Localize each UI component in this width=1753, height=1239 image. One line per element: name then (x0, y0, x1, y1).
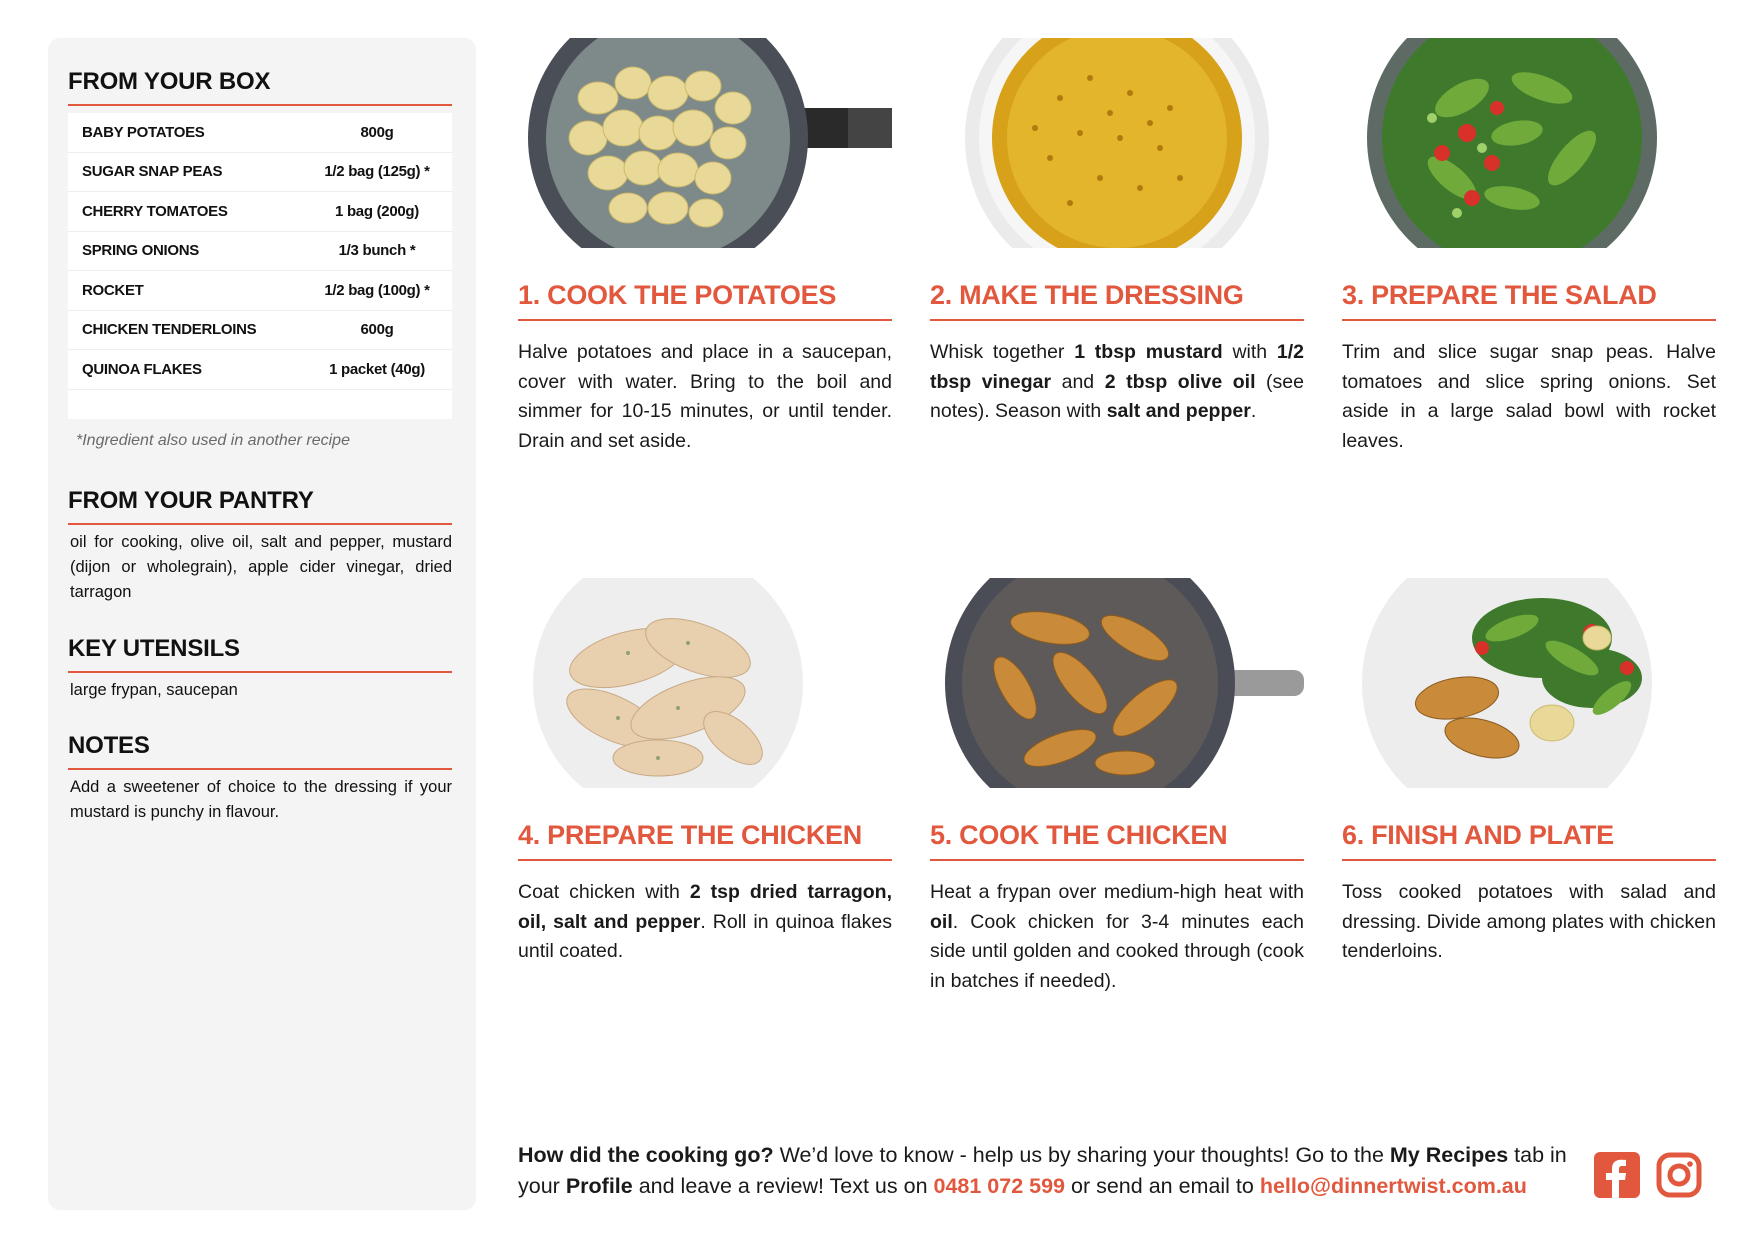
ingredient-row (68, 113, 452, 153)
ingredient-row (68, 311, 452, 351)
step-text: Halve potatoes and place in a saucepan, cover with water. Bring to the boil and simmer for 10-15 minutes, or until tender. Drain and set aside. (518, 341, 892, 452)
facebook-icon[interactable] (1594, 1152, 1640, 1198)
notes-text: Add a sweetener of choice to the dressing if your mustard is punchy in flavour. (70, 778, 452, 821)
sidebar (48, 38, 476, 1210)
step-4-photo (518, 578, 892, 788)
step-6-photo (1342, 578, 1716, 788)
ingredient-row (68, 271, 452, 311)
step-text: Heat a frypan over medium-high heat with oil. Cook chicken for 3-4 minutes each side until golden and cooked through (cook in batches if needed). (930, 881, 1304, 992)
step-1-photo (518, 38, 892, 248)
pantry-title: FROM YOUR PANTRY (68, 487, 452, 525)
email-link[interactable]: hello@dinnertwist.com.au (1259, 1174, 1527, 1198)
step-title: 6. FINISH AND PLATE (1342, 820, 1716, 861)
ingredient-qty: 1 packet (40g) (329, 360, 425, 378)
step-title: 5. COOK THE CHICKEN (930, 820, 1304, 861)
ingredient-qty: 1 bag (200g) (335, 202, 419, 220)
step-title: 1. COOK THE POTATOES (518, 280, 892, 321)
footer-feedback: How did the cooking go? We’d love to know - help us by sharing your thoughts! Go to the My Recipes tab in your Profile and leave a review! Text us on 0481 072 599 or send an email to hello@dinnertwist.com.au (518, 1143, 1567, 1198)
ingredient-name: ROCKET (82, 281, 144, 299)
utensils-text: large frypan, saucepan (70, 681, 238, 699)
step-title: 2. MAKE THE DRESSING (930, 280, 1304, 321)
ingredients-table (68, 113, 452, 419)
step-text: Trim and slice sugar snap peas. Halve tomatoes and slice spring onions. Set aside in a large salad bowl with rocket leaves. (1342, 341, 1716, 452)
pantry-text: oil for cooking, olive oil, salt and pepper, mustard (dijon or wholegrain), apple cider vinegar, dried tarragon (70, 533, 452, 601)
step-title: 3. PREPARE THE SALAD (1342, 280, 1716, 321)
ingredient-name: CHICKEN TENDERLOINS (82, 321, 257, 339)
ingredient-row (68, 350, 452, 390)
phone-link[interactable]: 0481 072 599 (933, 1174, 1066, 1198)
utensils-title: KEY UTENSILS (68, 635, 452, 673)
ingredient-qty: 1/2 bag (100g) * (324, 281, 430, 299)
ingredient-qty: 800g (360, 123, 394, 141)
step-title: 4. PREPARE THE CHICKEN (518, 820, 892, 861)
step-text: Whisk together 1 tbsp mustard with 1/2 tbsp vinegar and 2 tbsp olive oil (see notes). Season with salt and pepper. (930, 341, 1304, 422)
ingredient-qty: 1/3 bunch * (338, 242, 416, 260)
from-your-box-title: FROM YOUR BOX (68, 68, 452, 106)
footnote: *Ingredient also used in another recipe (76, 432, 350, 449)
ingredient-qty: 600g (360, 321, 394, 339)
notes-title: NOTES (68, 732, 452, 770)
ingredient-row (68, 232, 452, 272)
ingredient-name: QUINOA FLAKES (82, 360, 202, 378)
ingredient-qty: 1/2 bag (125g) * (324, 163, 430, 181)
step-text: Coat chicken with 2 tsp dried tarragon, oil, salt and pepper. Roll in quinoa flakes until coated. (518, 881, 892, 962)
instagram-icon[interactable] (1656, 1152, 1702, 1198)
step-5-photo (930, 578, 1304, 788)
step-text: Toss cooked potatoes with salad and dressing. Divide among plates with chicken tenderloins. (1342, 881, 1716, 962)
ingredient-name: BABY POTATOES (82, 123, 205, 141)
ingredient-name: CHERRY TOMATOES (82, 202, 228, 220)
ingredient-name: SPRING ONIONS (82, 242, 199, 260)
step-2-photo (930, 38, 1304, 248)
ingredient-row (68, 192, 452, 232)
ingredient-row (68, 153, 452, 193)
ingredient-name: SUGAR SNAP PEAS (82, 163, 223, 181)
step-3-photo (1342, 38, 1716, 248)
